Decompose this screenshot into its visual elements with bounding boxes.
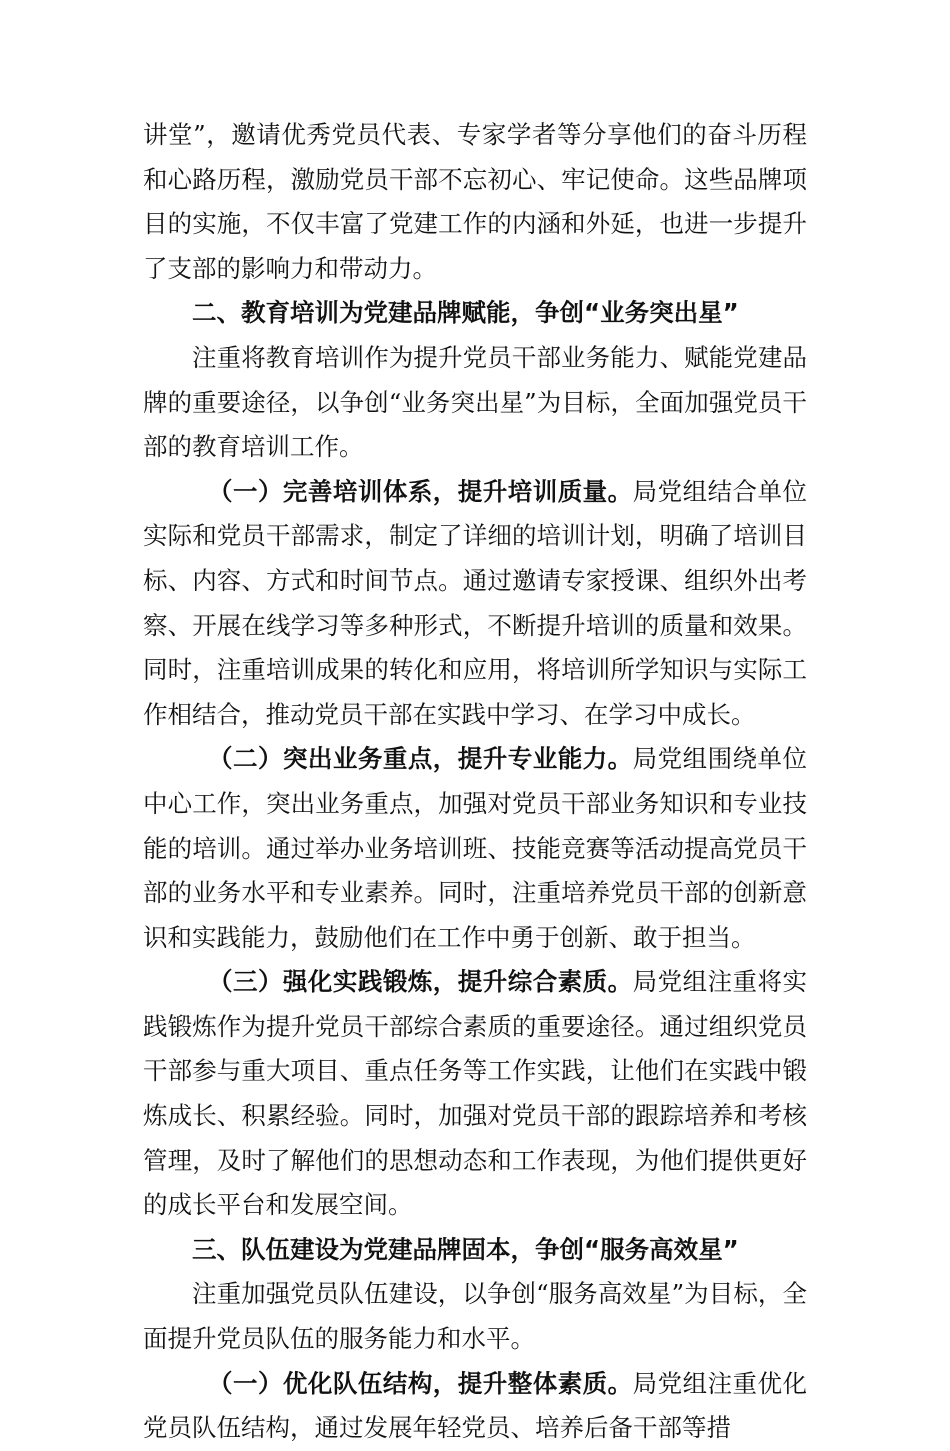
subsection-2-2-title: （二）突出业务重点，提升专业能力。 xyxy=(208,744,633,774)
subsection-2-3-title: （三）强化实践锻炼，提升综合素质。 xyxy=(208,967,633,997)
subsection-3-1-title: （一）优化队伍结构，提升整体素质。 xyxy=(208,1368,633,1398)
subsection-2-1-body: 局党组结合单位实际和党员干部需求，制定了详细的培训计划，明确了培训目标、内容、方式和时间节点。通过邀请专家授课、组织外出考察、开展在线学习等多种形式，不断提升培训的质量和效果。同时，注重培训成果的转化和应用，将培训所学知识与实际工作相结合，推动党员干部在实践中学习、在学习中成长。 xyxy=(143,476,808,729)
paragraph-continuation: 讲堂”，邀请优秀党员代表、专家学者等分享他们的奋斗历程和心路历程，激励党员干部不忘初心、牢记使命。这些品牌项目的实施，不仅丰富了党建工作的内涵和外延，也进一步提升了支部的影响力和带动力。 xyxy=(143,120,807,283)
subsection-3-1-body: 局党组注重优化党员队伍结构，通过发展年轻党员、培养后备干部等措 xyxy=(143,1368,808,1443)
document-body xyxy=(143,113,807,1451)
section-2-intro: 注重将教育培训作为提升党员干部业务能力、赋能党建品牌的重要途径，以争创“业务突出星”为目标，全面加强党员干部的教育培训工作。 xyxy=(143,342,807,462)
subsection-2-3 xyxy=(143,960,807,1228)
subsection-2-3-body: 局党组注重将实践锻炼作为提升党员干部综合素质的重要途径。通过组织党员干部参与重大项目、重点任务等工作实践，让他们在实践中锻炼成长、积累经验。同时，加强对党员干部的跟踪培养和考核管理，及时了解他们的思想动态和工作表现，为他们提供更好的成长平台和发展空间。 xyxy=(143,967,808,1220)
subsection-2-1-title: （一）完善培训体系，提升培训质量。 xyxy=(208,476,633,506)
subsection-2-1 xyxy=(143,470,807,738)
subsection-2-2 xyxy=(143,737,807,960)
section-heading-2: 二、教育培训为党建品牌赋能，争创“业务突出星” xyxy=(192,298,739,328)
subsection-3-1 xyxy=(143,1362,807,1451)
section-3-intro: 注重加强党员队伍建设，以争创“服务高效星”为目标，全面提升党员队伍的服务能力和水平。 xyxy=(143,1279,807,1354)
subsection-2-2-body: 局党组围绕单位中心工作，突出业务重点，加强对党员干部业务知识和专业技能的培训。通过举办业务培训班、技能竞赛等活动提高党员干部的业务水平和专业素养。同时，注重培养党员干部的创新意识和实践能力，鼓励他们在工作中勇于创新、敢于担当。 xyxy=(143,744,808,952)
section-heading-3: 三、队伍建设为党建品牌固本，争创“服务高效星” xyxy=(192,1234,739,1264)
